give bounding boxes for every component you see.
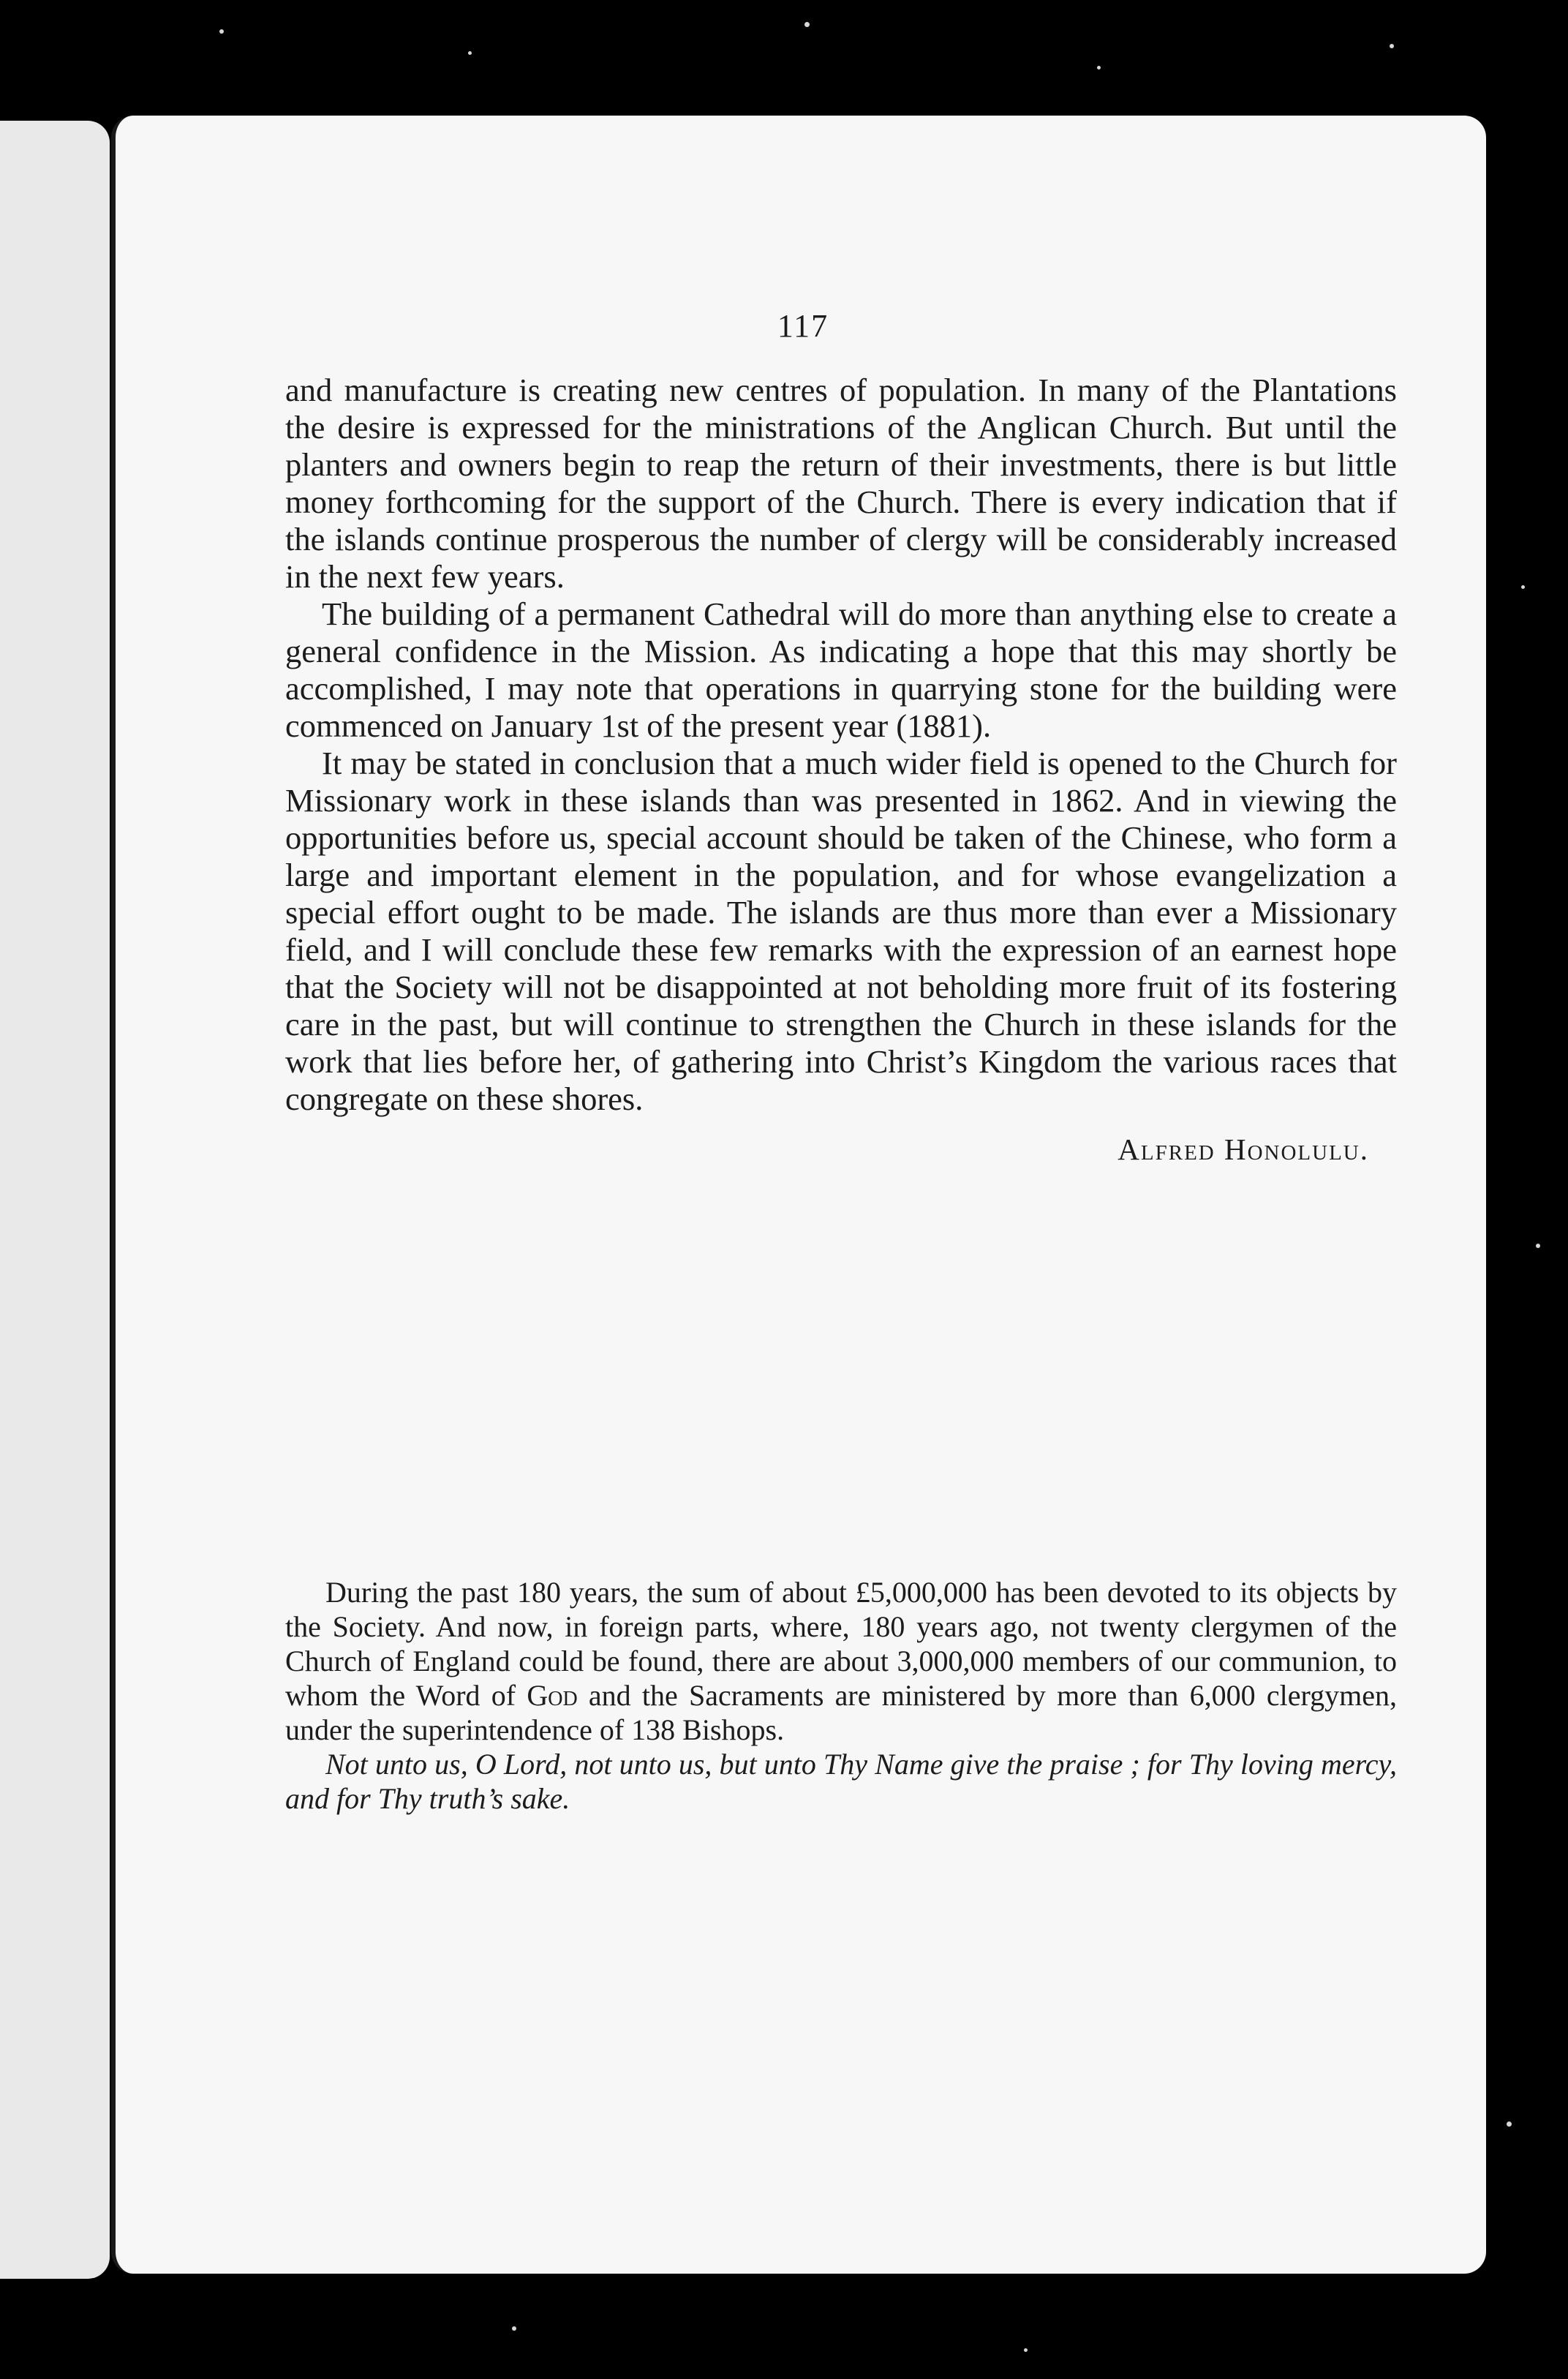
- note-text-start: During the past 180 years, the sum of about £5,000,000 has been devoted to its objects by the Society. And now, in foreign parts, where, 180 years ago, not twenty clergymen of the Church of England could be found, there are about 3,000,000 members of our communion, to whom the Word of: [285, 1576, 1397, 1712]
- book-page: [111, 116, 1486, 2274]
- society-note: [285, 1575, 1397, 1816]
- dust-speck: [1024, 2348, 1028, 2352]
- page-number: 117: [777, 308, 829, 344]
- dust-speck: [1390, 44, 1394, 48]
- dust-speck: [1521, 585, 1525, 589]
- motto: Not unto us, O Lord, not unto us, but unto Thy Name give the praise ; for Thy loving mercy, and for Thy truth’s sake.: [285, 1748, 1397, 1815]
- note-text-end: and the Sacraments are ministered by more than 6,000 clergymen, under the superintendence of 138 Bishops.: [285, 1679, 1397, 1746]
- dust-speck: [219, 29, 224, 34]
- note-paragraph: [285, 1575, 1397, 1747]
- signature: Alfred Honolulu.: [1117, 1132, 1369, 1166]
- dust-speck: [512, 2326, 516, 2331]
- dust-speck: [804, 22, 810, 27]
- dust-speck: [468, 51, 472, 55]
- note-text-god: God: [527, 1679, 578, 1712]
- body-text: [285, 372, 1397, 1168]
- previous-page-edge: [0, 121, 110, 2279]
- dust-speck: [1507, 2121, 1512, 2127]
- paragraph-plantations: and manufacture is creating new centres of population. In many of the Plantations the desire is expressed for the ministrations of the Anglican Church. But until the planters and owners begin to reap the return of their investments, there is but little money forthcoming for the support of the Church. There is every indication that if the islands continue prosperous the number of clergy will be considerably increased in the next few years.: [285, 372, 1397, 595]
- dust-speck: [1536, 1244, 1540, 1248]
- dust-speck: [1097, 66, 1101, 69]
- paragraph-conclusion: It may be stated in conclusion that a much wider field is opened to the Church for Missionary work in these islands than was presented in 1862. And in viewing the opportunities before us, special account should be taken of the Chinese, who form a large and important element in the population, and for whose evangelization a special effort ought to be made. The islands are thus more than ever a Missionary field, and I will conclude these few remarks with the expression of an earnest hope that the Society will not be disappointed at not beholding more fruit of its fostering care in the past, but will continue to strengthen the Church in these islands for the work that lies before her, of gathering into Christ’s Kingdom the various races that congregate on these shores.: [285, 745, 1397, 1117]
- paragraph-cathedral: The building of a permanent Cathedral will do more than anything else to create a general confidence in the Mission. As indicating a hope that this may shortly be accomplished, I may note that operations in quarrying stone for the building were commenced on January 1st of the present year (1881).: [285, 595, 1397, 744]
